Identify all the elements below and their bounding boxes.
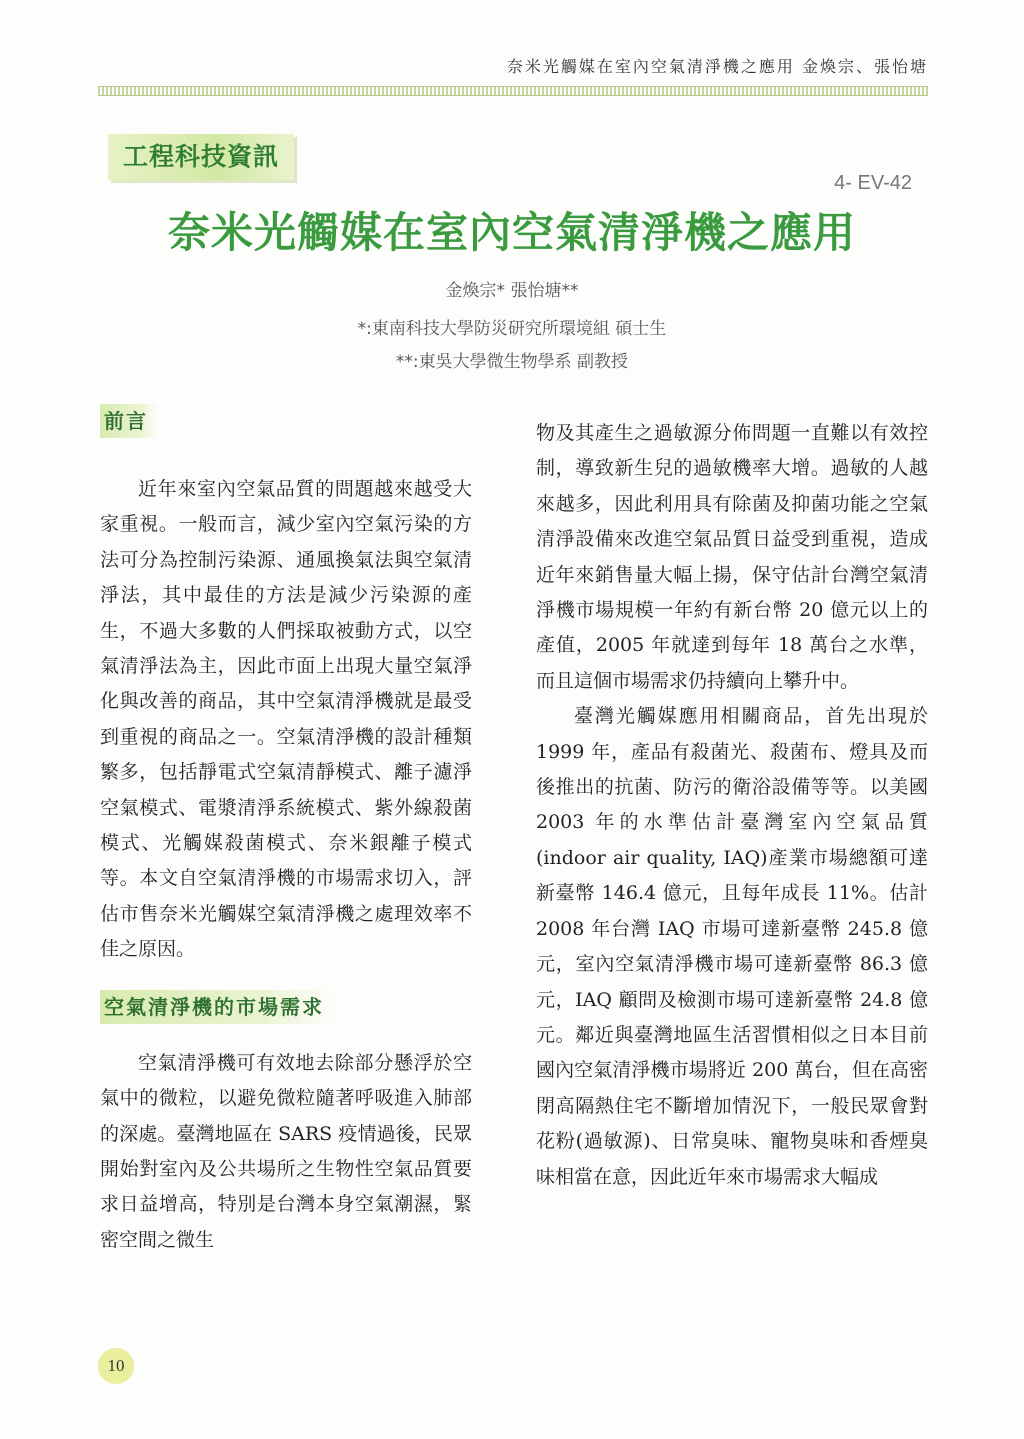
market-paragraph-2: 臺灣光觸媒應用相關商品，首先出現於 1999 年，產品有殺菌光、殺菌布、燈具及而後推出的抗菌、防污的衛浴設備等等。以美國 2003 年的水準估計臺灣室內空氣品質 (indoor air quality, IAQ)產業市場總額可達新臺幣 146.4 億元，且每年成長 11%。估計 2008 年台灣 IAQ 市場可達新臺幣 245.8 億元，室內空氣清淨機市場可達新臺幣 86.3 億元，IAQ 顧問及檢測市場可達新臺幣 24.8 億元。鄰近與臺灣地區生活習慣相似之日本目前國內空氣清淨機市場將近 200 萬台，但在高密閉高隔熱住宅不斷增加情況下，一般民眾會對花粉(過敏源)、日常臭味、寵物臭味和香煙臭味相當在意，因此近年來市場需求大幅成 [536, 705, 928, 1188]
market-paragraph-1-continued: 物及其產生之過敏源分佈問題一直難以有效控制，導致新生兒的過敏機率大增。過敏的人越來越多，因此利用具有除菌及抑菌功能之空氣清淨設備來改進空氣品質日益受到重視，造成近年來銷售量大幅上揚，保守估計台灣空氣清淨機市場規模一年約有新台幣 20 億元以上的產值，2005 年就達到每年 18 萬台之水準，而且這個市場需求仍持續向上攀升中。 [536, 422, 928, 692]
affiliation-2: **:東吳大學微生物學系 副教授 [395, 352, 629, 372]
header-rule [98, 86, 928, 96]
page-number: 10 [98, 1348, 134, 1384]
column-label: 工程科技資訊 [108, 134, 294, 180]
affiliation-1: *:東南科技大學防災研究所環境組 碩士生 [357, 319, 667, 339]
authors: 金煥宗* 張怡塘** [445, 281, 579, 301]
intro-paragraph: 近年來室內空氣品質的問題越來越受大家重視。一般而言，減少室內空氣污染的方法可分為控制污染源、通風換氣法與空氣清淨法，其中最佳的方法是減少污染源的產生，不過大多數的人們採取被動方式，以空氣清淨法為主，因此市面上出現大量空氣淨化與改善的商品，其中空氣清淨機就是最受到重視的商品之一。空氣清淨機的設計種類繁多，包括靜電式空氣清靜模式、離子濾淨空氣模式、電漿清淨系統模式、紫外線殺菌模式、光觸媒殺菌模式、奈米銀離子模式等。本文自空氣清淨機的市場需求切入，評估市售奈米光觸媒空氣清淨機之處理效率不佳之原因。 [100, 478, 472, 961]
section-heading-market: 空氣清淨機的市場需求 [100, 990, 334, 1024]
market-paragraph-1: 空氣清淨機可有效地去除部分懸浮於空氣中的微粒，以避免微粒隨著呼吸進入肺部的深處。臺灣地區在 SARS 疫情過後，民眾開始對室內及公共場所之生物性空氣品質要求日益增高，特別是台灣本身空氣潮濕，緊密空間之微生 [100, 1051, 472, 1251]
left-column [100, 400, 472, 1258]
document-code: 4- EV-42 [834, 172, 912, 194]
running-head: 奈米光觸媒在室內空氣清淨機之應用 金煥宗、張怡塘 [506, 57, 928, 76]
section-heading-intro: 前言 [100, 404, 158, 438]
article-title: 奈米光觸媒在室內空氣清淨機之應用 [167, 208, 856, 257]
right-column [536, 416, 928, 1195]
